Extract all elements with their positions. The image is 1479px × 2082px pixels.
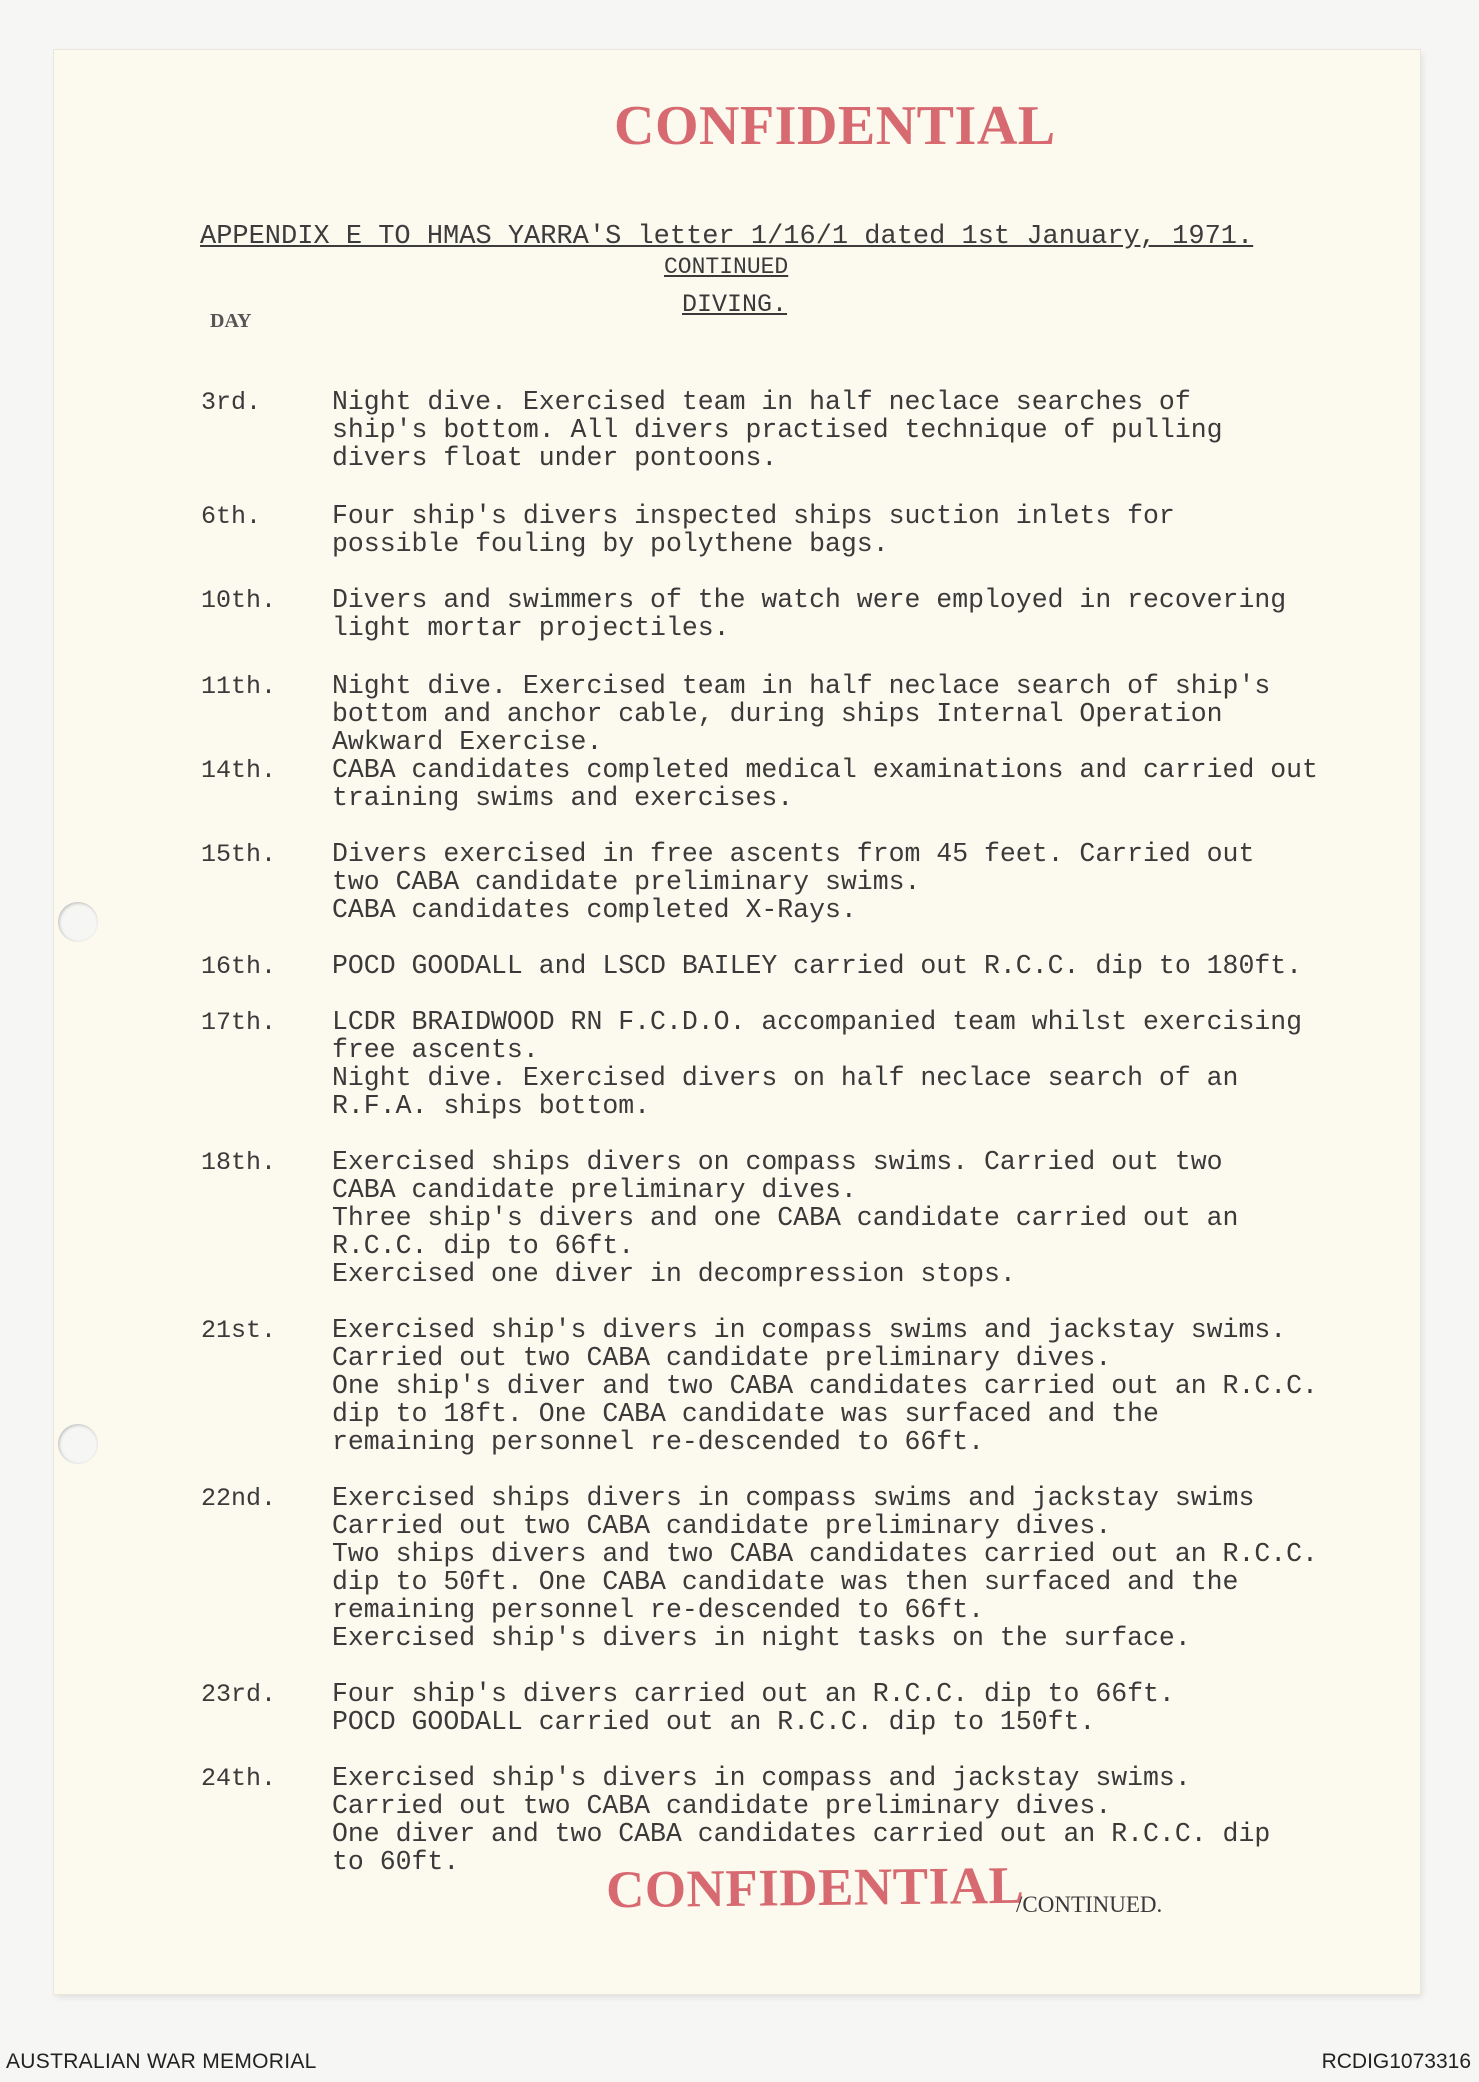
footer-continued: /CONTINUED.: [1016, 1892, 1163, 1917]
entry-line: Night dive. Exercised divers on half neclace search of an: [332, 1063, 1239, 1093]
entry-line: One ship's diver and two CABA candidates carried out an R.C.C.: [332, 1371, 1318, 1401]
entry-line: Exercised ship's divers in compass and jackstay swims.: [332, 1763, 1191, 1793]
entry-line: dip to 50ft. One CABA candidate was then surfaced and the: [332, 1567, 1239, 1597]
entry-line: Exercised ship's divers in night tasks on the surface.: [332, 1623, 1191, 1653]
confidential-stamp-bottom: CONFIDENTIAL: [605, 1856, 1025, 1920]
entry-line: Night dive. Exercised team in half neclace search of ship's: [332, 671, 1271, 701]
entry-line: ship's bottom. All divers practised technique of pulling: [332, 415, 1223, 445]
punch-hole: [58, 902, 98, 942]
entry-line: Three ship's divers and one CABA candidate carried out an: [332, 1203, 1239, 1233]
entry-text: [332, 502, 1412, 558]
section-title: DIVING.: [682, 290, 788, 319]
entry-line: Awkward Exercise.: [332, 727, 603, 757]
entry-day: 24th.: [201, 1764, 277, 1793]
entry-line: Exercised one diver in decompression stops.: [332, 1259, 1016, 1289]
entry-day: 21st.: [201, 1316, 277, 1345]
entry-text: [332, 840, 1412, 924]
entry-day: 15th.: [201, 840, 277, 869]
entry-line: divers float under pontoons.: [332, 443, 778, 473]
entry-line: POCD GOODALL carried out an R.C.C. dip to 150ft.: [332, 1707, 1096, 1737]
entry-line: Four ship's divers inspected ships suction inlets for: [332, 501, 1175, 531]
entry-line: free ascents.: [332, 1035, 539, 1065]
entry-text: [332, 388, 1412, 472]
entry-day: 16th.: [201, 952, 277, 981]
entry-line: Two ships divers and two CABA candidates carried out an R.C.C.: [332, 1539, 1318, 1569]
entry-line: POCD GOODALL and LSCD BAILEY carried out R.C.C. dip to 180ft.: [332, 951, 1303, 981]
entry-line: possible fouling by polythene bags.: [332, 529, 889, 559]
entry-text: [332, 756, 1412, 812]
document-page: [54, 50, 1420, 1994]
entry-line: LCDR BRAIDWOOD RN F.C.D.O. accompanied team whilst exercising: [332, 1007, 1303, 1037]
entry-day: 10th.: [201, 586, 277, 615]
entry-text: [332, 672, 1412, 756]
entry-line: CABA candidate preliminary dives.: [332, 1175, 857, 1205]
entry-text: [332, 1008, 1412, 1120]
entry-line: R.C.C. dip to 66ft.: [332, 1231, 635, 1261]
entry-day: 14th.: [201, 756, 277, 785]
entry-day: 23rd.: [201, 1680, 277, 1709]
entry-line: Divers and swimmers of the watch were employed in recovering: [332, 585, 1287, 615]
entry-line: training swims and exercises.: [332, 783, 794, 813]
entry-line: Four ship's divers carried out an R.C.C. dip to 66ft.: [332, 1679, 1175, 1709]
entry-line: Carried out two CABA candidate preliminary dives.: [332, 1511, 1112, 1541]
entry-line: Exercised ships divers in compass swims and jackstay swims: [332, 1483, 1255, 1513]
entry-line: dip to 18ft. One CABA candidate was surfaced and the: [332, 1399, 1159, 1429]
entry-line: Divers exercised in free ascents from 45 feet. Carried out: [332, 839, 1255, 869]
entry-line: light mortar projectiles.: [332, 613, 730, 643]
entry-line: two CABA candidate preliminary swims.: [332, 867, 921, 897]
archive-credit: AUSTRALIAN WAR MEMORIAL: [6, 2050, 317, 2073]
entry-line: R.F.A. ships bottom.: [332, 1091, 651, 1121]
entry-line: CABA candidates completed medical examinations and carried out: [332, 755, 1318, 785]
entry-text: [332, 586, 1412, 642]
entry-day: 18th.: [201, 1148, 277, 1177]
diving-log-entries: [54, 50, 1420, 1994]
entry-line: One diver and two CABA candidates carried out an R.C.C. dip: [332, 1819, 1271, 1849]
entry-line: Carried out two CABA candidate preliminary dives.: [332, 1791, 1112, 1821]
entry-line: remaining personnel re-descended to 66ft.: [332, 1427, 985, 1457]
punch-hole: [58, 1424, 98, 1464]
entry-line: CABA candidates completed X-Rays.: [332, 895, 857, 925]
entry-text: [332, 1316, 1412, 1456]
entry-text: [332, 1484, 1412, 1652]
archive-id: RCDIG1073316: [1321, 2050, 1471, 2073]
entry-line: bottom and anchor cable, during ships Internal Operation: [332, 699, 1223, 729]
entry-day: 17th.: [201, 1008, 277, 1037]
entry-line: to 60ft.: [332, 1847, 460, 1877]
entry-text: [332, 1148, 1412, 1288]
entry-line: Night dive. Exercised team in half neclace searches of: [332, 387, 1191, 417]
entry-line: Exercised ship's divers in compass swims and jackstay swims.: [332, 1315, 1287, 1345]
entry-day: 22nd.: [201, 1484, 277, 1513]
entry-day: 6th.: [201, 502, 262, 531]
entry-day: 3rd.: [201, 388, 262, 417]
entry-text: [332, 1680, 1412, 1736]
appendix-header: APPENDIX E TO HMAS YARRA'S letter 1/16/1 dated 1st January, 1971.: [200, 222, 1254, 252]
continued-label: CONTINUED: [664, 254, 789, 280]
entry-line: Carried out two CABA candidate preliminary dives.: [332, 1343, 1112, 1373]
entry-text: [332, 952, 1412, 980]
confidential-stamp-top: CONFIDENTIAL: [614, 95, 1056, 157]
entry-line: Exercised ships divers on compass swims. Carried out two: [332, 1147, 1223, 1177]
entry-line: remaining personnel re-descended to 66ft.: [332, 1595, 985, 1625]
day-column-header: DAY: [210, 310, 252, 332]
entry-day: 11th.: [201, 672, 277, 701]
